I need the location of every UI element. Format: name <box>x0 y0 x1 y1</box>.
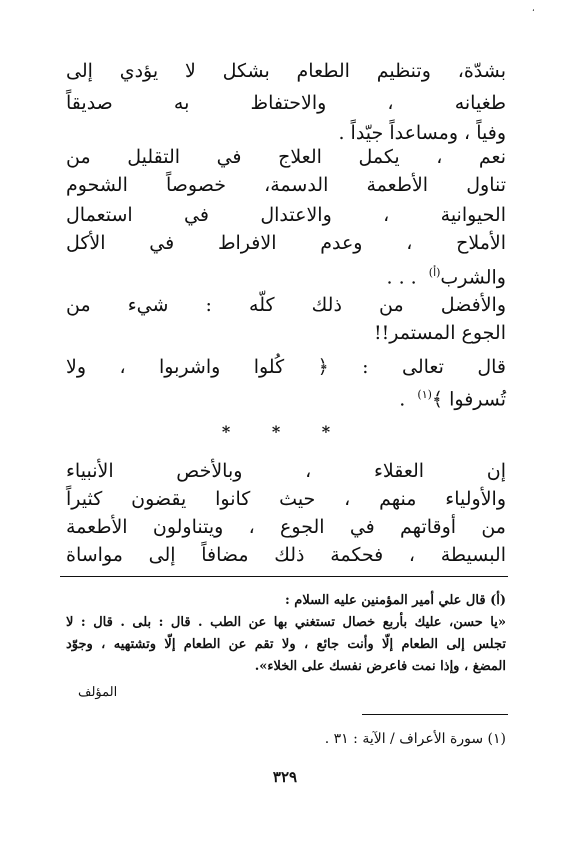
body-line: وفياً ، ومساعداً جيّداً . <box>338 122 506 144</box>
footnote-ref-1: (١) <box>417 388 432 401</box>
page-number: ٣٢٩ <box>272 768 298 786</box>
body-text: تُسرفوا ﴾ <box>431 388 506 411</box>
body-line: بشدّة، وتنظيم الطعام بشكل لا يؤدي إلى <box>66 60 506 82</box>
body-line: تناول الأطعمة الدسمة، خصوصاً الشحوم <box>66 174 506 196</box>
body-line: طغيانه ، والاحتفاظ به صديقاً <box>66 92 506 114</box>
body-line <box>66 258 506 292</box>
footnote-divider <box>60 576 508 577</box>
reference-divider <box>362 714 508 715</box>
body-line: الجوع المستمر!! <box>374 322 506 344</box>
corner-mark: ، <box>532 4 535 13</box>
body-line: الحيوانية ، والاعتدال في استعمال <box>66 204 506 226</box>
body-line: إن العقلاء ، وبالأخص الأنبياء <box>66 460 506 482</box>
footnote-author: المؤلف <box>78 685 118 700</box>
footnote-line: «يا حسن، عليك بأربع خصال تستغني بها عن الطب . قال : بلى . قال : لا <box>66 615 506 630</box>
ellipsis: . . . <box>386 266 417 289</box>
footnote-ref-a: (أ) <box>428 266 441 279</box>
quran-line: قال تعالى : ﴿ كُلوا واشربوا ، ولا <box>66 356 506 378</box>
body-line: والأفضل من ذلك كلّه : شيء من <box>66 294 506 316</box>
footnote-heading: (أ) قال علي أمير المؤمنين عليه السلام : <box>284 593 506 608</box>
quran-line <box>66 380 506 414</box>
footnote-line: تجلس إلى الطعام إلّا وأنت جائع ، ولا تقم عن الطعام إلّا وتشتهيه ، وجوّد <box>66 637 506 652</box>
period: . <box>399 388 406 411</box>
body-line: والأولياء منهم ، حيث كانوا يقضون كثيراً <box>66 488 506 510</box>
body-line: الأملاح ، وعدم الافراط في الأكل <box>66 232 506 254</box>
body-text: والشرب <box>440 266 506 289</box>
footnote-line: المضغ ، وإذا نمت فاعرض نفسك على الخلاء». <box>254 659 506 674</box>
body-line: البسيطة ، فحكمة ذلك مضافاً إلى مواساة <box>66 544 506 566</box>
body-line: نعم ، يكمل العلاج في التقليل من <box>66 146 506 168</box>
footnote-reference: (١) سورة الأعراف / الآية : ٣١ . <box>324 731 506 747</box>
body-line: من أوقاتهم في الجوع ، ويتناولون الأطعمة <box>66 516 506 538</box>
section-separator: * * * <box>221 422 349 441</box>
